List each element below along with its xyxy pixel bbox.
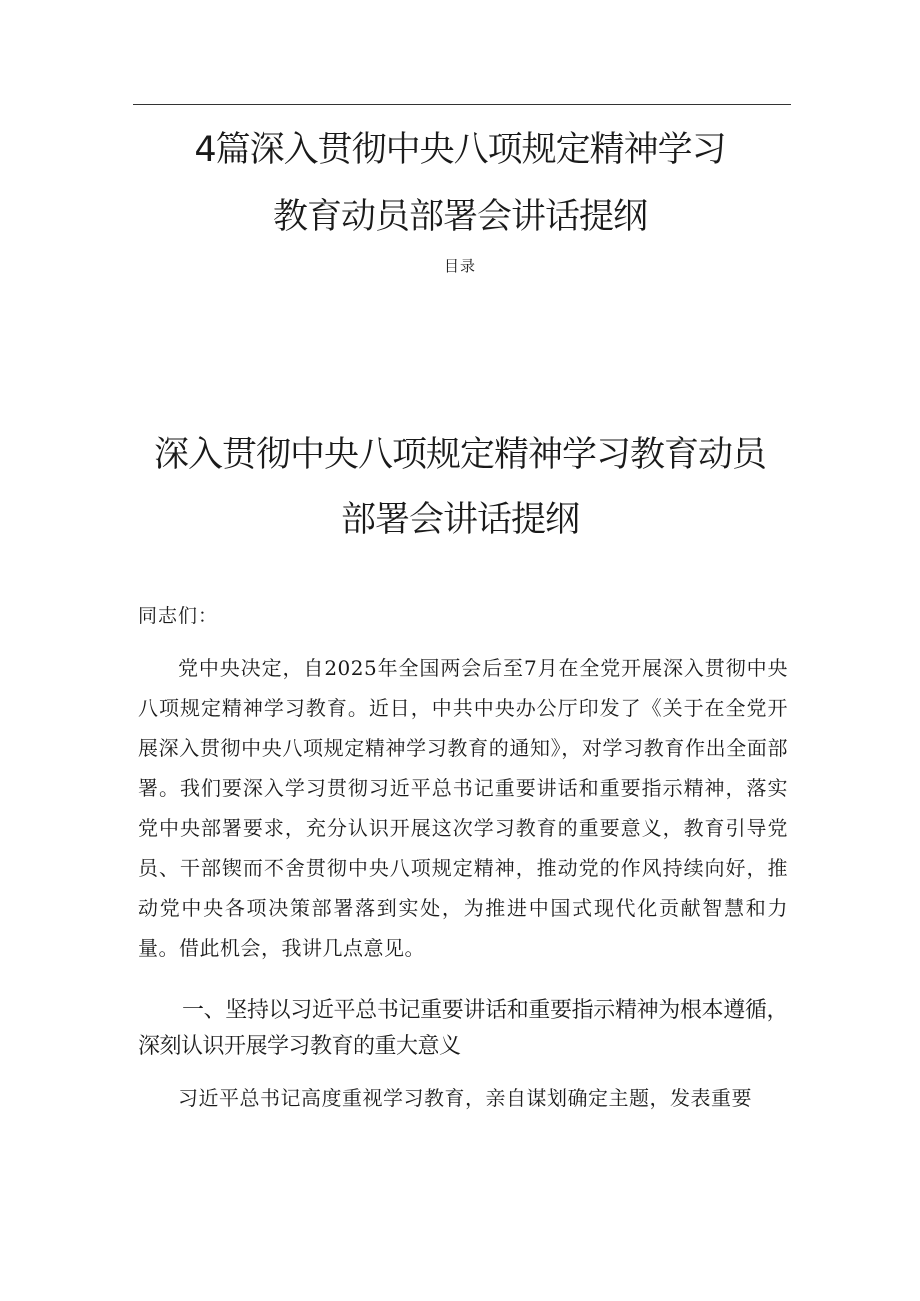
section-title-line-2: 部署会讲话提纲 — [340, 500, 579, 540]
intro-paragraph: 党中央决定，自2025年全国两会后至7月在全党开展深入贯彻中央八项规定精神学习教育。近日，中共中央办公厅印发了《关于在全党开展深入贯彻中央八项规定精神学习教育的通知》，对学习教育作出全面部署。我们要深入学习贯彻习近平总书记重要讲话和重要指示精神，落实党中央部署要求，充分认识开展这次学习教育的重要意义，教育引导党员、干部锲而不舍贯彻中央八项规定精神，推动党的作风持续向好，推动党中央各项决策部署落到实处，为推进中国式现代化贡献智慧和力量。借此机会，我讲几点意见。 — [138, 656, 788, 960]
table-of-contents-label: 目录 — [443, 257, 476, 275]
section-title-line-1: 深入贯彻中央八项规定精神学习教育动员 — [153, 435, 766, 475]
document-title-line-2: 教育动员部署会讲话提纲 — [272, 197, 647, 237]
document-title-line-1: 4篇深入贯彻中央八项规定精神学习 — [194, 130, 726, 170]
salutation: 同志们： — [138, 605, 219, 627]
paragraph-2-start: 习近平总书记高度重视学习教育，亲自谋划确定主题，发表重要 — [178, 1086, 752, 1110]
header-rule — [133, 104, 791, 105]
heading-level-1: 一、坚持以习近平总书记重要讲话和重要指示精神为根本遵循，深刻认识开展学习教育的重大意义 — [138, 998, 788, 1059]
